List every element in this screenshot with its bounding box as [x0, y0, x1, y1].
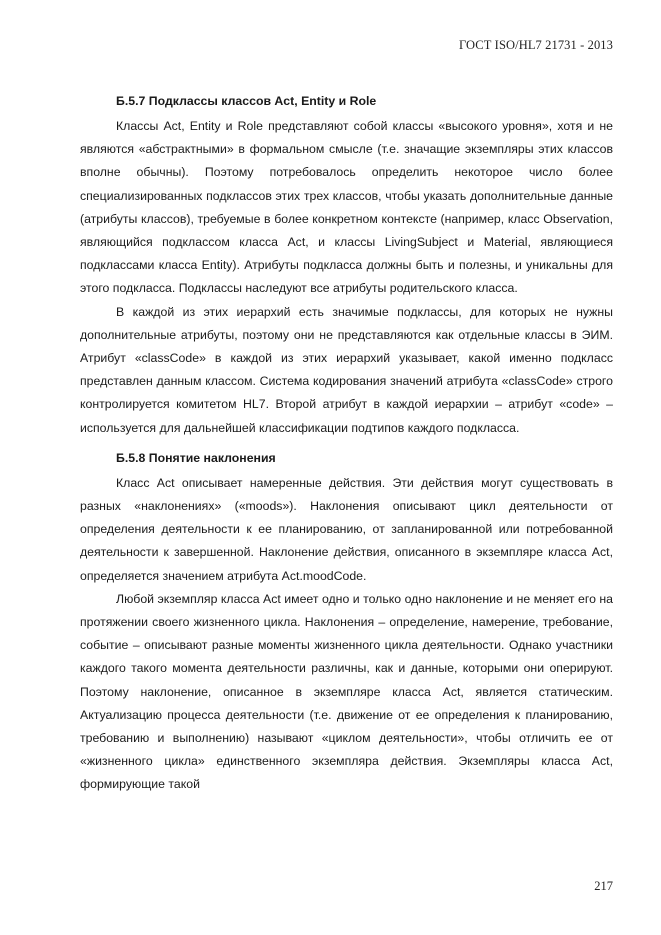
- page-number: 217: [594, 879, 613, 893]
- paragraph: В каждой из этих иерархий есть значимые подклассы, для которых не нужны дополнительные атрибуты, поэтому они не представляются как отдельные классы в ЭИМ. Атрибут «classCode» в каждой из этих иерархий указывает, какой именно подкласс представлен данным классом. Система кодирования значений атрибута «classCode» строго контролируется комитетом HL7. Второй атрибут в каждой иерархии – атрибут «code» – используется для дальнейшей классификации подтипов каждого подкласса.: [80, 304, 613, 435]
- document-body: [80, 91, 613, 797]
- section-title-b58: Б.5.8 Понятие наклонения: [116, 450, 276, 465]
- paragraph: Любой экземпляр класса Act имеет одно и только одно наклонение и не меняет его на протяжении своего жизненного цикла. Наклонения – определение, намерение, требование, событие – описывают разные моменты жизненного цикла деятельности. Однако участники каждого такого момента деятельности различны, как и данные, которыми они оперируют. Поэтому наклонение, описанное в экземпляре класса Act, является статическим. Актуализацию процесса деятельности (т.е. движение от ее определения к планированию, требованию и выполнению) называют «циклом деятельности», чтобы отличить ее от «жизненного цикла» единственного экземпляра действия. Экземпляры класса Act, формирующие такой: [80, 591, 613, 792]
- paragraph: Класс Act описывает намеренные действия. Эти действия могут существовать в разных «наклонениях» («moods»). Наклонения описывают цикл деятельности от определения деятельности к ее планированию, от запланированной или потребованной деятельности к завершенной. Наклонение действия, описанного в экземпляре класса Act, определяется значением атрибута Act.moodCode.: [80, 475, 613, 583]
- section-title-b57: Б.5.7 Подклассы классов Act, Entity и Role: [116, 94, 377, 108]
- page-header-standard: ГОСТ ISO/HL7 21731 - 2013: [458, 38, 613, 52]
- paragraph: Классы Act, Entity и Role представляют собой классы «высокого уровня», хотя и не являются «абстрактными» в формальном смысле (т.е. значащие экземпляры этих классов вполне обычны). Поэтому потребовалось определить некоторое число более специализированных подклассов этих трех классов, чтобы указать дополнительные данные (атрибуты классов), требуемые в более конкретном контексте (например, класс Observation, являющийся подклассом класса Act, и классы LivingSubject и Material, являющиеся подклассами класса Entity). Атрибуты подкласса должны быть и полезны, и уникальны для этого подкласса. Подклассы наследуют все атрибуты родительского класса.: [80, 119, 613, 296]
